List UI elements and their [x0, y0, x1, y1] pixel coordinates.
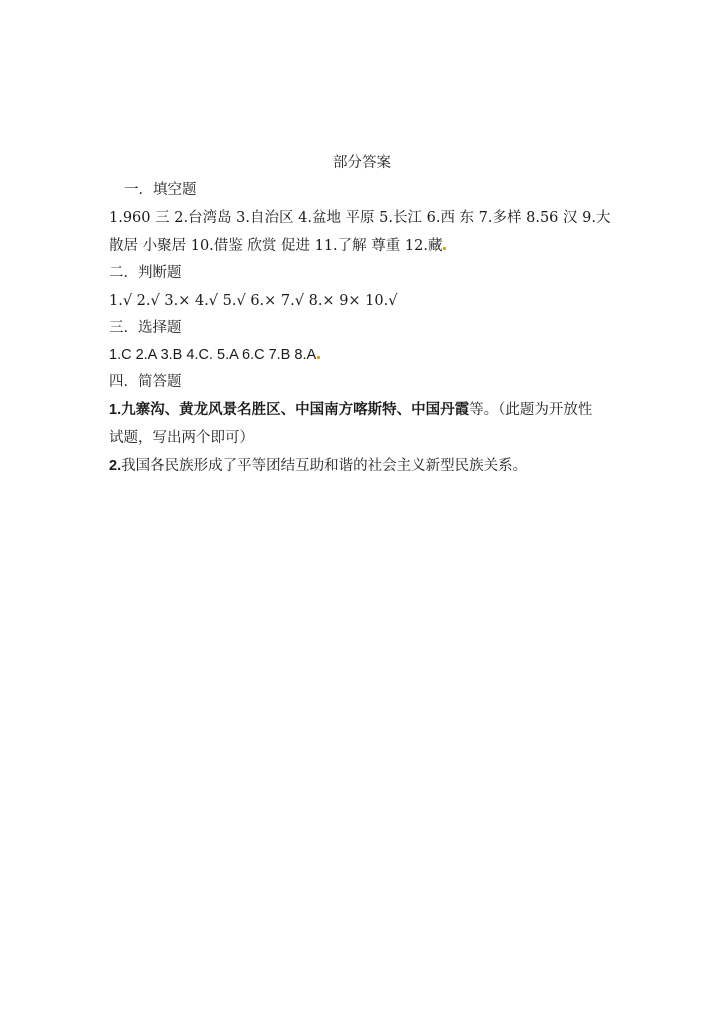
fill-in-answers-line2-wrap [109, 236, 446, 256]
multiple-choice-heading: 三．选择题 [109, 320, 182, 336]
short-answer-q1-line1 [109, 400, 592, 420]
short-answer-q1-note: 等。（此题为开放性 [469, 402, 593, 418]
document-title: 部分答案 [333, 155, 391, 171]
short-answer-q2-number: 2. [109, 458, 122, 474]
short-answer-q2 [109, 456, 527, 476]
true-false-heading: 二．判断题 [109, 265, 182, 281]
short-answer-heading: 四．简答题 [109, 374, 182, 390]
short-answer-q2-text: 我国各民族形成了平等团结互助和谐的社会主义新型民族关系。 [121, 458, 528, 474]
true-false-answers: 1.√ 2.√ 3.× 4.√ 5.√ 6.× 7.√ 8.× 9× 10.√ [109, 293, 398, 309]
fill-in-heading: 一．填空题 [124, 182, 197, 198]
edit-mark-icon [317, 356, 320, 359]
fill-in-answers-line1: 1.960 三 2.台湾岛 3.自治区 4.盆地 平原 5.长江 6.西 东 7.多样 8.56 汉 9.大 [109, 210, 611, 226]
multiple-choice-answers: 1.C 2.A 3.B 4.C. 5.A 6.C 7.B 8.A [109, 347, 317, 363]
fill-in-answers-line2: 散居 小聚居 10.借鉴 欣赏 促进 11.了解 尊重 12.藏 [109, 238, 443, 254]
short-answer-q1-line2: 试题，写出两个即可） [109, 430, 254, 446]
multiple-choice-answers-wrap [109, 345, 320, 365]
short-answer-q1-main: 1.九寨沟、黄龙风景名胜区、中国南方喀斯特、中国丹霞 [109, 402, 470, 418]
edit-mark-icon [443, 247, 446, 250]
